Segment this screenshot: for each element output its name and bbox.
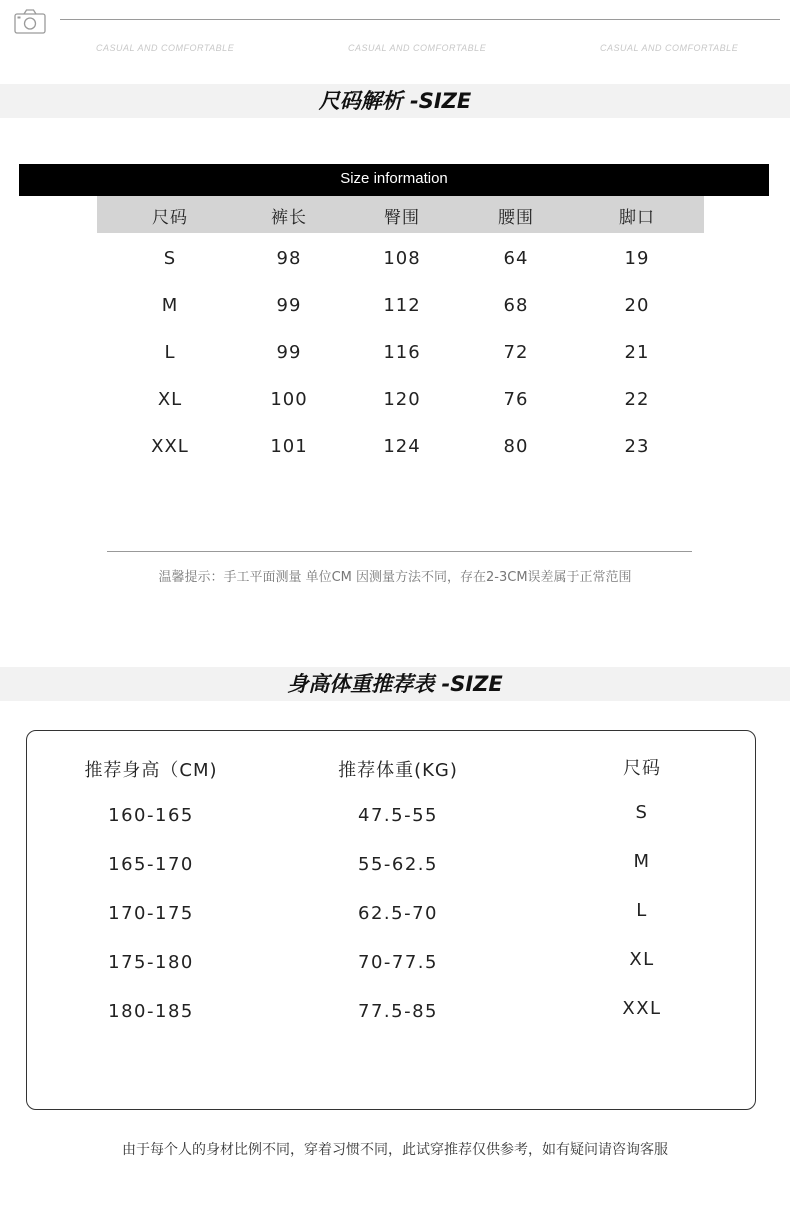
size-table-cell: 20 <box>624 295 650 316</box>
size-table-cell: 99 <box>276 295 302 316</box>
recommend-table-cell: 47.5-55 <box>358 805 438 826</box>
recommend-table-cell: XXL <box>622 998 662 1019</box>
size-info-bar: Size information <box>19 164 769 196</box>
size-table-cell: 101 <box>270 436 308 457</box>
recommend-table-cell: 180-185 <box>108 1001 194 1022</box>
size-table-cell: 120 <box>383 389 421 410</box>
size-table-cell: 124 <box>383 436 421 457</box>
size-table-header: 脚口 <box>619 208 655 228</box>
size-table-cell: 64 <box>503 248 529 269</box>
size-table-header: 裤长 <box>271 208 307 228</box>
recommend-table-cell: 55-62.5 <box>358 854 438 875</box>
size-table-cell: 19 <box>624 248 650 269</box>
recommend-table-cell: S <box>635 802 649 823</box>
recommend-table-cell: 160-165 <box>108 805 194 826</box>
size-table-cell: XL <box>157 389 183 410</box>
recommend-footnote: 由于每个人的身材比例不同，穿着习惯不同，此试穿推荐仅供参考，如有疑问请咨询客服 <box>122 1142 668 1158</box>
recommend-table-cell: 70-77.5 <box>358 952 438 973</box>
tagline: CASUAL AND COMFORTABLE <box>96 43 235 53</box>
note-rule <box>107 551 692 552</box>
tagline: CASUAL AND COMFORTABLE <box>600 43 739 53</box>
size-table-cell: 23 <box>624 436 650 457</box>
recommend-table-cell: 62.5-70 <box>358 903 438 924</box>
recommend-table-header: 推荐体重(KG) <box>338 760 458 781</box>
recommend-table-cell: M <box>633 851 651 872</box>
camera-icon <box>14 8 46 34</box>
size-table-cell: XXL <box>151 436 189 457</box>
size-table-cell: 22 <box>624 389 650 410</box>
size-section-title: 尺码解析 -SIZE <box>318 89 472 113</box>
header-rule <box>60 19 780 20</box>
size-table-header: 尺码 <box>152 208 188 228</box>
size-table-cell: L <box>164 342 176 363</box>
size-table-header: 臀围 <box>384 208 420 228</box>
size-table-cell: 68 <box>503 295 529 316</box>
size-table-cell: 76 <box>503 389 529 410</box>
recommend-table-cell: L <box>636 900 648 921</box>
recommend-table-cell: 165-170 <box>108 854 194 875</box>
size-table-cell: M <box>161 295 179 316</box>
recommend-table-header: 尺码 <box>623 758 661 779</box>
size-table-cell: 72 <box>503 342 529 363</box>
tagline: CASUAL AND COMFORTABLE <box>348 43 487 53</box>
recommend-table-cell: 170-175 <box>108 903 194 924</box>
recommend-table-header: 推荐身高（CM) <box>84 760 218 781</box>
measurement-note: 温馨提示：手工平面测量 单位CM 因测量方法不同，存在2-3CM误差属于正常范围 <box>158 570 632 585</box>
size-table-cell: 99 <box>276 342 302 363</box>
size-table-cell: 98 <box>276 248 302 269</box>
size-table-cell: 100 <box>270 389 308 410</box>
recommend-table-cell: XL <box>629 949 655 970</box>
size-table-cell: 108 <box>383 248 421 269</box>
recommend-section-title: 身高体重推荐表 -SIZE <box>287 672 503 696</box>
size-table-cell: 21 <box>624 342 650 363</box>
size-table-header: 腰围 <box>498 208 534 228</box>
size-table-cell: 80 <box>503 436 529 457</box>
recommend-table-cell: 77.5-85 <box>358 1001 438 1022</box>
recommend-table-cell: 175-180 <box>108 952 194 973</box>
size-table-cell: 116 <box>383 342 421 363</box>
size-table-cell: 112 <box>383 295 421 316</box>
size-table-cell: S <box>163 248 177 269</box>
